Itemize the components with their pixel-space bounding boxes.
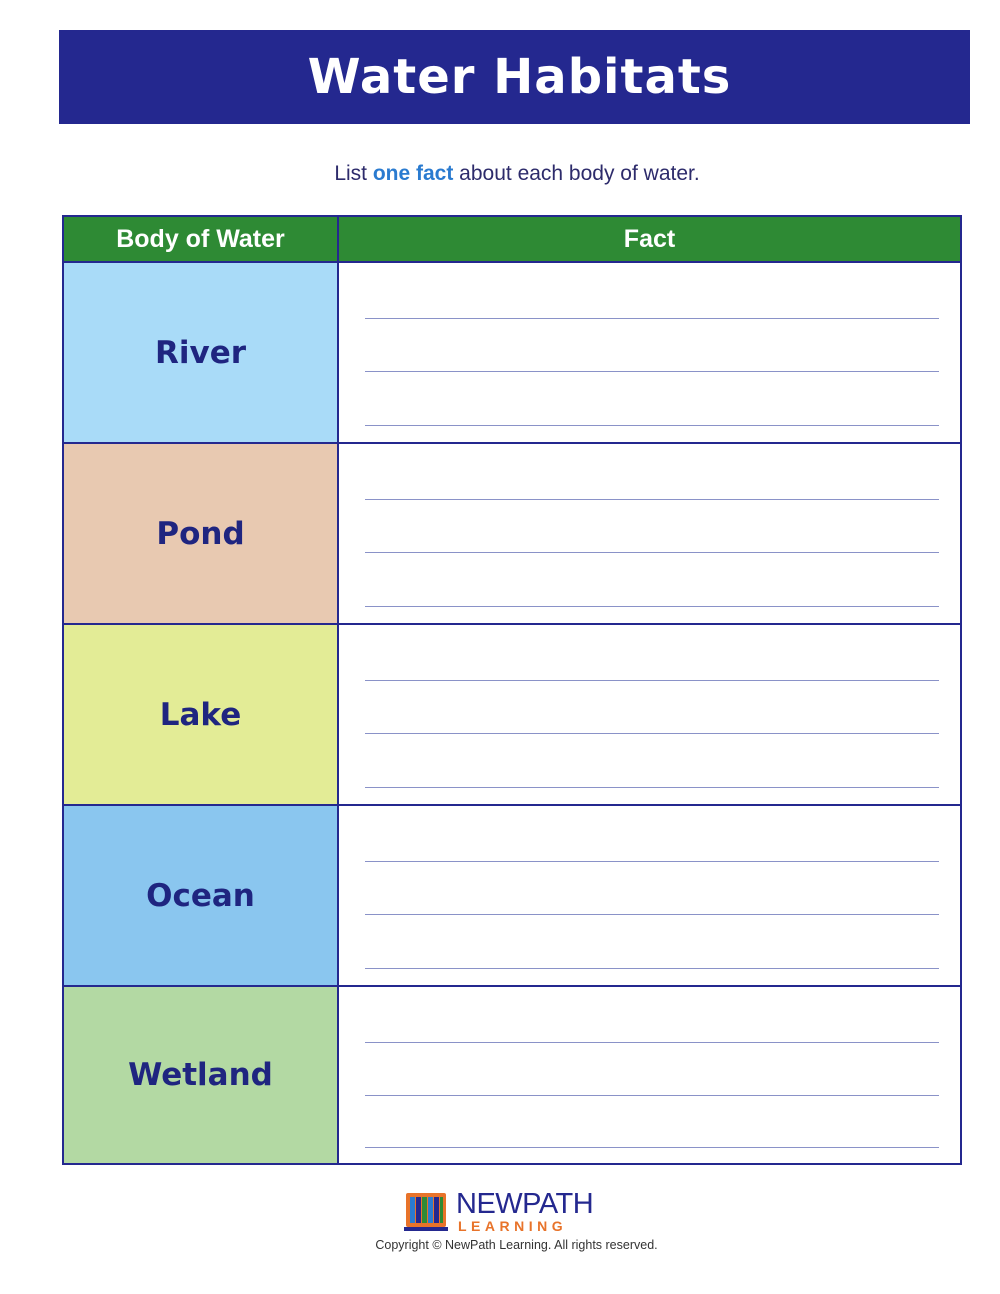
name-cell-river [64, 263, 339, 442]
name-cell-ocean [64, 806, 339, 985]
table-header [64, 217, 960, 263]
writing-line [365, 787, 939, 788]
writing-line [365, 318, 939, 319]
table-row-wetland [64, 987, 960, 1163]
copyright: Copyright © NewPath Learning. All rights reserved. [375, 1238, 658, 1252]
writing-line [365, 733, 939, 734]
body-name-river: River [154, 334, 247, 371]
habitats-table [62, 215, 962, 1165]
writing-line [365, 499, 939, 500]
fact-cell-river[interactable] [339, 263, 960, 442]
page-title: Water Habitats [307, 49, 732, 105]
body-name-ocean: Ocean [146, 877, 255, 914]
writing-line [365, 680, 939, 681]
name-cell-pond [64, 444, 339, 623]
fact-cell-pond[interactable] [339, 444, 960, 623]
header-body-of-water: Body of Water [64, 217, 339, 261]
writing-line [365, 552, 939, 553]
footer [59, 1188, 970, 1268]
writing-line [365, 1095, 939, 1096]
header-fact: Fact [623, 224, 676, 253]
table-row-pond [64, 444, 960, 625]
instructions-suffix: about each body of water. [453, 162, 700, 185]
table-row-lake [64, 625, 960, 806]
writing-line [365, 425, 939, 426]
instructions [59, 162, 970, 186]
writing-line [365, 606, 939, 607]
writing-line [365, 914, 939, 915]
title-bar [59, 30, 970, 124]
instructions-prefix: List [334, 162, 373, 185]
fact-cell-wetland[interactable] [339, 987, 960, 1163]
fact-cell-lake[interactable] [339, 625, 960, 804]
writing-line [365, 968, 939, 969]
body-name-lake: Lake [159, 696, 242, 733]
body-name-pond: Pond [156, 515, 245, 552]
writing-line [365, 861, 939, 862]
book-stack-icon [404, 1191, 448, 1233]
writing-line [365, 371, 939, 372]
instructions-highlight: one fact [372, 162, 454, 185]
newpath-logo [404, 1188, 604, 1237]
logo-subtitle: LEARNING [458, 1218, 568, 1234]
writing-line [365, 1042, 939, 1043]
name-cell-lake [64, 625, 339, 804]
fact-cell-ocean[interactable] [339, 806, 960, 985]
body-name-wetland: Wetland [128, 1057, 273, 1093]
table-row-river [64, 263, 960, 444]
table-row-ocean [64, 806, 960, 987]
worksheet [59, 30, 970, 1268]
name-cell-wetland [64, 987, 339, 1163]
logo-wordmark: NEWPATH [456, 1188, 594, 1220]
writing-line [365, 1147, 939, 1148]
